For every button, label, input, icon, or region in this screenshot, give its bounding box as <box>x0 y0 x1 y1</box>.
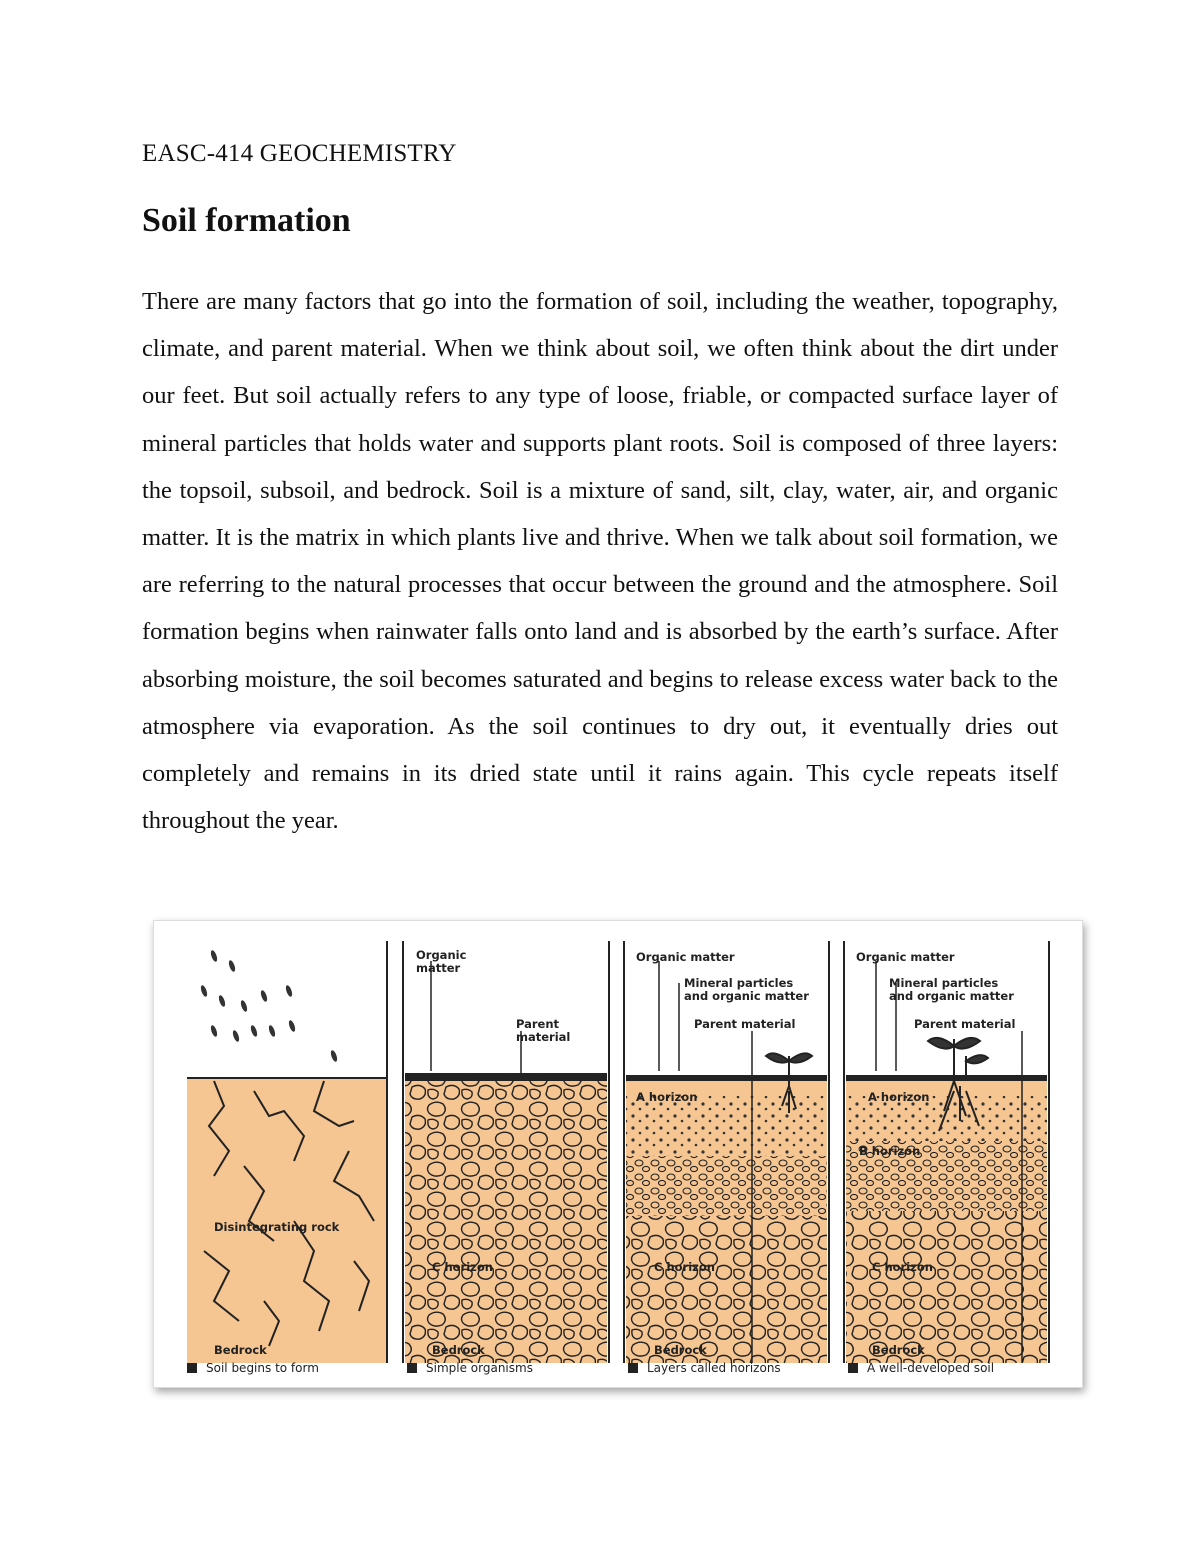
material-label-2: material <box>516 1030 571 1044</box>
disintegrating-rock-label: Disintegrating rock <box>214 1220 340 1234</box>
document-title: Soil formation <box>142 202 351 239</box>
panel-soil-begins <box>187 941 387 1375</box>
panel-well-developed <box>844 941 1049 1375</box>
mineral-label-3: Mineral particles <box>684 976 794 990</box>
organic-label-2: Organic <box>416 948 467 962</box>
parent-material-label-4: Parent material <box>914 1017 1016 1031</box>
c-horizon-label-2: C horizon <box>432 1260 493 1274</box>
organic-matter-label-4: Organic matter <box>856 950 955 964</box>
bedrock-label-2: Bedrock <box>432 1343 485 1357</box>
mineral2-label-4: and organic matter <box>889 989 1014 1003</box>
panel-horizons <box>624 941 829 1375</box>
soil-formation-diagram <box>154 921 1082 1387</box>
caption-horizons: Layers called horizons <box>647 1361 781 1375</box>
matter-label-2: matter <box>416 961 461 975</box>
parent-material-label-3: Parent material <box>694 1017 796 1031</box>
bedrock-label-1: Bedrock <box>214 1343 267 1357</box>
caption-soil-begins: Soil begins to form <box>206 1361 319 1375</box>
b-horizon-label-4: B horizon <box>859 1144 921 1158</box>
panel-simple-organisms <box>403 941 609 1375</box>
c-horizon-label-4: C horizon <box>872 1260 933 1274</box>
caption-simple-organisms: Simple organisms <box>426 1361 533 1375</box>
bedrock-label-3: Bedrock <box>654 1343 707 1357</box>
body-paragraph: There are many factors that go into the formation of soil, including the weather, topography, climate, and parent material. When we think about soil, we often think about the dirt under our feet. But soil actually refers to any type of loose, friable, or compacted surface layer of mineral particles that holds water and supports plant roots. Soil is composed of three layers: the topsoil, subsoil, and bedrock. Soil is a mixture of sand, silt, clay, water, air, and organic matter. It is the matrix in which plants live and thrive. When we talk about soil formation, we are referring to the natural processes that occur between the ground and the atmosphere. Soil formation begins when rainwater falls onto land and is absorbed by the earth’s surface. After absorbing moisture, the soil becomes saturated and begins to release excess water back to the atmosphere via evaporation. As the soil continues to dry out, it eventually dries out completely and remains in its dried state until it rains again. This cycle repeats itself throughout the year. <box>142 288 1058 835</box>
c-horizon-label-3: C horizon <box>654 1260 715 1274</box>
course-header: EASC-414 GEOCHEMISTRY <box>142 140 457 167</box>
a-horizon-label-4: A horizon <box>868 1090 930 1104</box>
raindrops <box>200 950 339 1063</box>
parent-label-2: Parent <box>516 1017 560 1031</box>
soil-formation-figure <box>153 920 1083 1388</box>
organic-matter-label-3: Organic matter <box>636 950 735 964</box>
mineral2-label-3: and organic matter <box>684 989 809 1003</box>
bedrock-label-4: Bedrock <box>872 1343 925 1357</box>
a-horizon-label-3: A horizon <box>636 1090 698 1104</box>
mineral-label-4: Mineral particles <box>889 976 999 990</box>
caption-well-developed: A well-developed soil <box>867 1361 995 1375</box>
